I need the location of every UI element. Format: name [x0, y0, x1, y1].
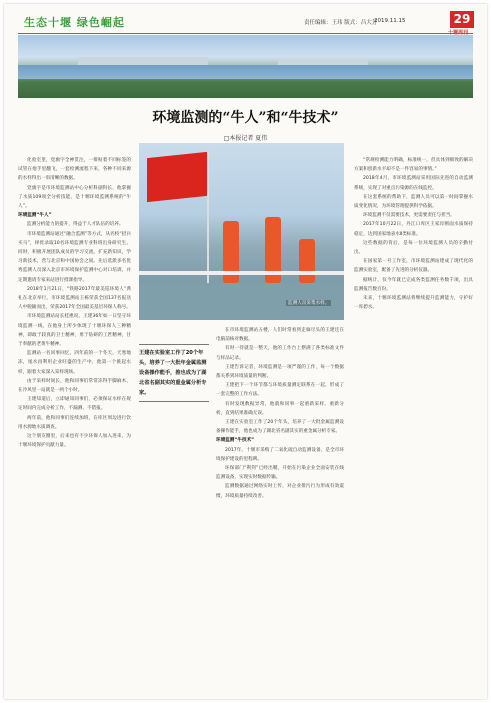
subheading: 环境监测“牛技术” [216, 438, 255, 444]
section-title: 生态十堰 绿色崛起 [24, 16, 125, 29]
paragraph: 据统计，仅今年就已完成各类监测任务数千项，出具监测报告数百份。 [354, 277, 473, 292]
article-column-2 [216, 326, 344, 501]
paragraph: 这个朋友圈里，后来也有不少环保人加入进来，为十堰环境保护贡献力量。 [18, 434, 131, 449]
banner-image [18, 35, 473, 98]
newspaper-page [4, 4, 487, 699]
flag-icon [147, 152, 207, 202]
paragraph: 在市环境监测站五楼，人们时常看到走廊尽头的王建还在电脑前核对数据。 [216, 328, 344, 343]
paragraph: 2018年4月，市环境监测站采用国际先进的自动监测系统，实现了对重点污染源的在线监控。 [354, 176, 473, 191]
page-number: 29 [450, 11, 474, 28]
issue-date: 2019.11.15 [374, 18, 406, 24]
paragraph: 两年前，他和同事们连续加班，在库区周边进行饮用水源地水质调查。 [18, 415, 131, 430]
paragraph: 监测站一名同事回忆，四年前的一个冬天，天寒地冻，尾水再利用企业旺盛的生产中，他第一个挑起水样，跟着大家深入采样现场。 [18, 351, 131, 375]
paragraph: 化验室里，党旗字全神贯注，一排贴着不同标签的试管在他手里翻飞，一套检测流程下来，各种不同来源的水样得出一串清晰的数据。 [18, 158, 131, 182]
paragraph: 未来，十堰环境监测站将继续提升监测能力，守护好一库碧水。 [354, 296, 473, 311]
paragraph: 市环境监测站通过“融合监测”等方式，从名校“招兵买马”，择优录取10名环境监测专业科班出身研究生。同时，积极开展团队成员的学习交流，扩充新知识，学习新技术，营与北京和中国协会之间。先后选派多名优秀监测人员深入北京市环境保护监测中心对口培训，并定期邀请专家来站进行授课指导。 [18, 231, 131, 283]
paragraph: 监测分析能力的提升，得益于人才队伍的培养。 [27, 222, 124, 228]
paragraph: 监测数据通过网络实时上传，对企业排污行为形成有效震慑，环境质量持续改善。 [216, 484, 344, 499]
article-column-1 [18, 156, 131, 451]
paragraph: 2017年，十堰市采购了二氧化硫自动监测设备，是全市环境保护建设的里程碑。 [216, 447, 344, 462]
paragraph: 王建在实验室工作了20个年头，培养了一大批金属监测设备操作能手，他也成为了湖北省名副其实的重金属分析专家。 [216, 420, 344, 435]
paragraph: 由于采样时间长，他和同事们常常冻得手脚麻木，在冷风里一站就是一两个小时。 [18, 378, 131, 394]
paragraph: 在这套系统的帮助下，监测人员可以第一时间掌握水质变化情况，为环境管理提供科学依据。 [354, 194, 473, 210]
paragraph: 有时发现数据异常，他就和同事一起重新采样、重新分析，直到结果准确无误。 [216, 401, 344, 416]
paragraph: “常规检测能力明确，标准统一，但具体到细致的解决方案和创新水平却不是一件容易的事情。” [354, 158, 473, 173]
article-title: 环境监测的“牛人”和“牛技术” [152, 110, 339, 126]
article-photo [139, 143, 344, 320]
paragraph: 王建知道后，立即通知同事们，必须保证水样在规定时间内完成分析工作，不漏测、不错报。 [18, 397, 131, 412]
article-column-3 [354, 156, 473, 312]
paragraph: 在国家第一号工作室，市环境监测站建成了现代化的监测实验室，配备了先进的分析仪器。 [354, 259, 473, 274]
paragraph: 市环境监测站站长桂惠说，王建36年如一日坚守环境监测一线，在他身上所少体现了十堰环保人三种精神，即敢于较真的卫士精神，勇于钻研的工匠精神，甘于奉献的老黄牛精神。 [18, 314, 131, 348]
paragraph: 有时一待就是一整天，他的工作台上摆满了各类标准文件与样品记录。 [216, 346, 344, 361]
paragraph: 2018年1月21日，“铁路2017年最美巡环境人”典礼在北京举行，市环境监测站王栋荣获全国137名报送人中脱颖而出，荣获2017年全国最美基层环保人称号。 [18, 286, 131, 311]
editor-credits: 责任编辑：王玮 版式：吕大芳 [304, 20, 378, 26]
paragraph: 王建把下一个环节都与环境质量测定联系在一起，形成了一套完整的工作方法。 [216, 383, 344, 398]
masthead [4, 4, 487, 36]
header-rule [18, 33, 473, 34]
paragraph: 环境监测不仅需要技术，更需要责任与担当。 [363, 213, 455, 219]
paragraph: 这些数据的背后，是每一位环境监测人员的辛勤付出。 [354, 240, 473, 256]
paragraph: 王建告诉记者，环境监测是一项严谨的工作，每一个数据都关系到环境质量的判断。 [216, 364, 344, 380]
subheading: 环境监测“牛人” [18, 213, 52, 219]
article-byline: □本报记者 夏伟 [223, 135, 268, 142]
paragraph: 2017年10月22日，丹江口库区王家岸断面水质保持稳定，达到国家地表水Ⅱ类标准。 [354, 222, 473, 237]
paragraph: 党旗字是市环境监测站中心分析科副科长，他掌握了水质109项全分析技能，是十堰环境监测系统的“牛人”。 [18, 185, 131, 210]
photo-caption: 监测人员采集水样。 [288, 301, 330, 306]
paragraph: 环保部门“利剑”已经出鞘，开始在污染企业全面安装在线监测设备，实现实时数据传输。 [216, 466, 344, 481]
pull-quote: 王建在实验室工作了20个年头，培养了一大批年金属监测设备操作能手，推也成为了湖北省名副其实的重金属分析专家。 [139, 344, 209, 402]
